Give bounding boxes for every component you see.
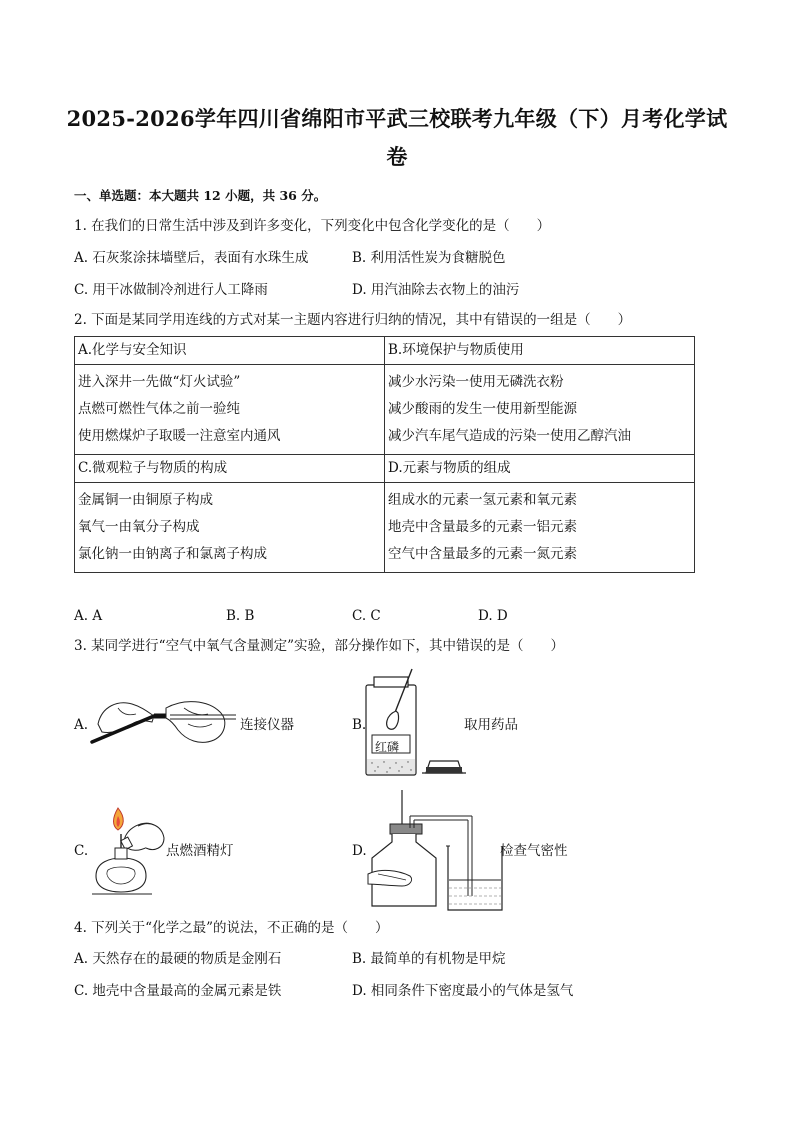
section-heading: 一、单选题：本大题共 12 小题，共 36 分。 [74,188,327,203]
table-cell-c-head: C.微观粒子与物质的构成 [75,455,385,483]
q1-stem: 1. 在我们的日常生活中涉及到许多变化，下列变化中包含化学变化的是（ ） [74,218,551,234]
table-line: 金属铜一由铜原子构成 [78,492,213,508]
title-line-2: 卷 [386,144,408,169]
table-line: 空气中含量最多的元素一氮元素 [388,546,577,562]
q3-option-a-letter: A. [74,717,89,733]
table-row [75,483,695,573]
table-line: 氧气一由氧分子构成 [78,519,200,535]
q3-option-c-caption: 点燃酒精灯 [166,843,234,859]
q3-option-a-caption: 连接仪器 [240,717,294,733]
title-line-1: 2025-2026学年四川省绵阳市平武三校联考九年级（下）月考化学试 [66,106,728,131]
q1-option-c: C. 用干冰做制冷剂进行人工降雨 [74,282,268,298]
table-row [75,365,695,455]
exam-title [60,100,734,176]
q2-option-d: D. D [478,608,508,624]
q3-option-d-caption: 检查气密性 [500,843,568,859]
table-cell-d-head: D.元素与物质的组成 [385,455,695,483]
q3-option-b-caption: 取用药品 [464,717,518,733]
q1-option-a: A. 石灰浆涂抹墙壁后，表面有水珠生成 [74,250,309,266]
q4-option-a: A. 天然存在的最硬的物质是金刚石 [74,951,282,967]
q3-stem: 3. 某同学进行“空气中氧气含量测定”实验，部分操作如下，其中错误的是（ ） [74,638,564,654]
table-cell-a-body [75,365,385,455]
red-phosphorus-label: 红磷 [375,740,400,754]
table-cell-c-body [75,483,385,573]
q3-option-c-letter: C. [74,843,89,859]
table-line: 使用燃煤炉子取暖一注意室内通风 [78,428,281,444]
table-line: 地壳中含量最多的元素一铝元素 [388,519,577,535]
q3-option-d-letter: D. [352,843,367,859]
q4-option-d: D. 相同条件下密度最小的气体是氢气 [352,983,574,999]
connect-apparatus-figure [88,694,238,748]
q4-option-b: B. 最简单的有机物是甲烷 [352,951,506,967]
table-line: 减少酸雨的发生一使用新型能源 [388,401,577,417]
airtightness-check-figure [362,788,512,912]
table-line: 氯化钠一由钠离子和氯离子构成 [78,546,267,562]
light-alcohol-lamp-figure [88,804,168,896]
q1-option-b: B. 利用活性炭为食糖脱色 [352,250,506,266]
take-reagent-figure [360,667,470,779]
q2-option-b: B. B [226,608,255,624]
table-line: 减少汽车尾气造成的污染一使用乙醇汽油 [388,428,631,444]
table-cell-b-head: B.环境保护与物质使用 [385,337,695,365]
q2-option-a: A. A [74,608,103,624]
table-cell-b-body [385,365,695,455]
table-line: 减少水污染一使用无磷洗衣粉 [388,374,564,390]
table-cell-d-body [385,483,695,573]
table-line: 点燃可燃性气体之前一验纯 [78,401,240,417]
table-line: 进入深井一先做“灯火试验” [78,374,241,390]
q4-option-c: C. 地壳中含量最高的金属元素是铁 [74,983,282,999]
q4-stem: 4. 下列关于“化学之最”的说法，不正确的是（ ） [74,920,389,936]
table-line: 组成水的元素一氢元素和氧元素 [388,492,577,508]
q2-summary-table [74,336,695,573]
q1-option-d: D. 用汽油除去衣物上的油污 [352,282,520,298]
table-cell-a-head: A.化学与安全知识 [75,337,385,365]
q3-option-b-letter: B. [352,717,367,733]
table-row [75,337,695,365]
table-row [75,455,695,483]
q2-option-c: C. C [352,608,381,624]
q2-stem: 2. 下面是某同学用连线的方式对某一主题内容进行归纳的情况，其中有错误的一组是（ ） [74,312,632,328]
